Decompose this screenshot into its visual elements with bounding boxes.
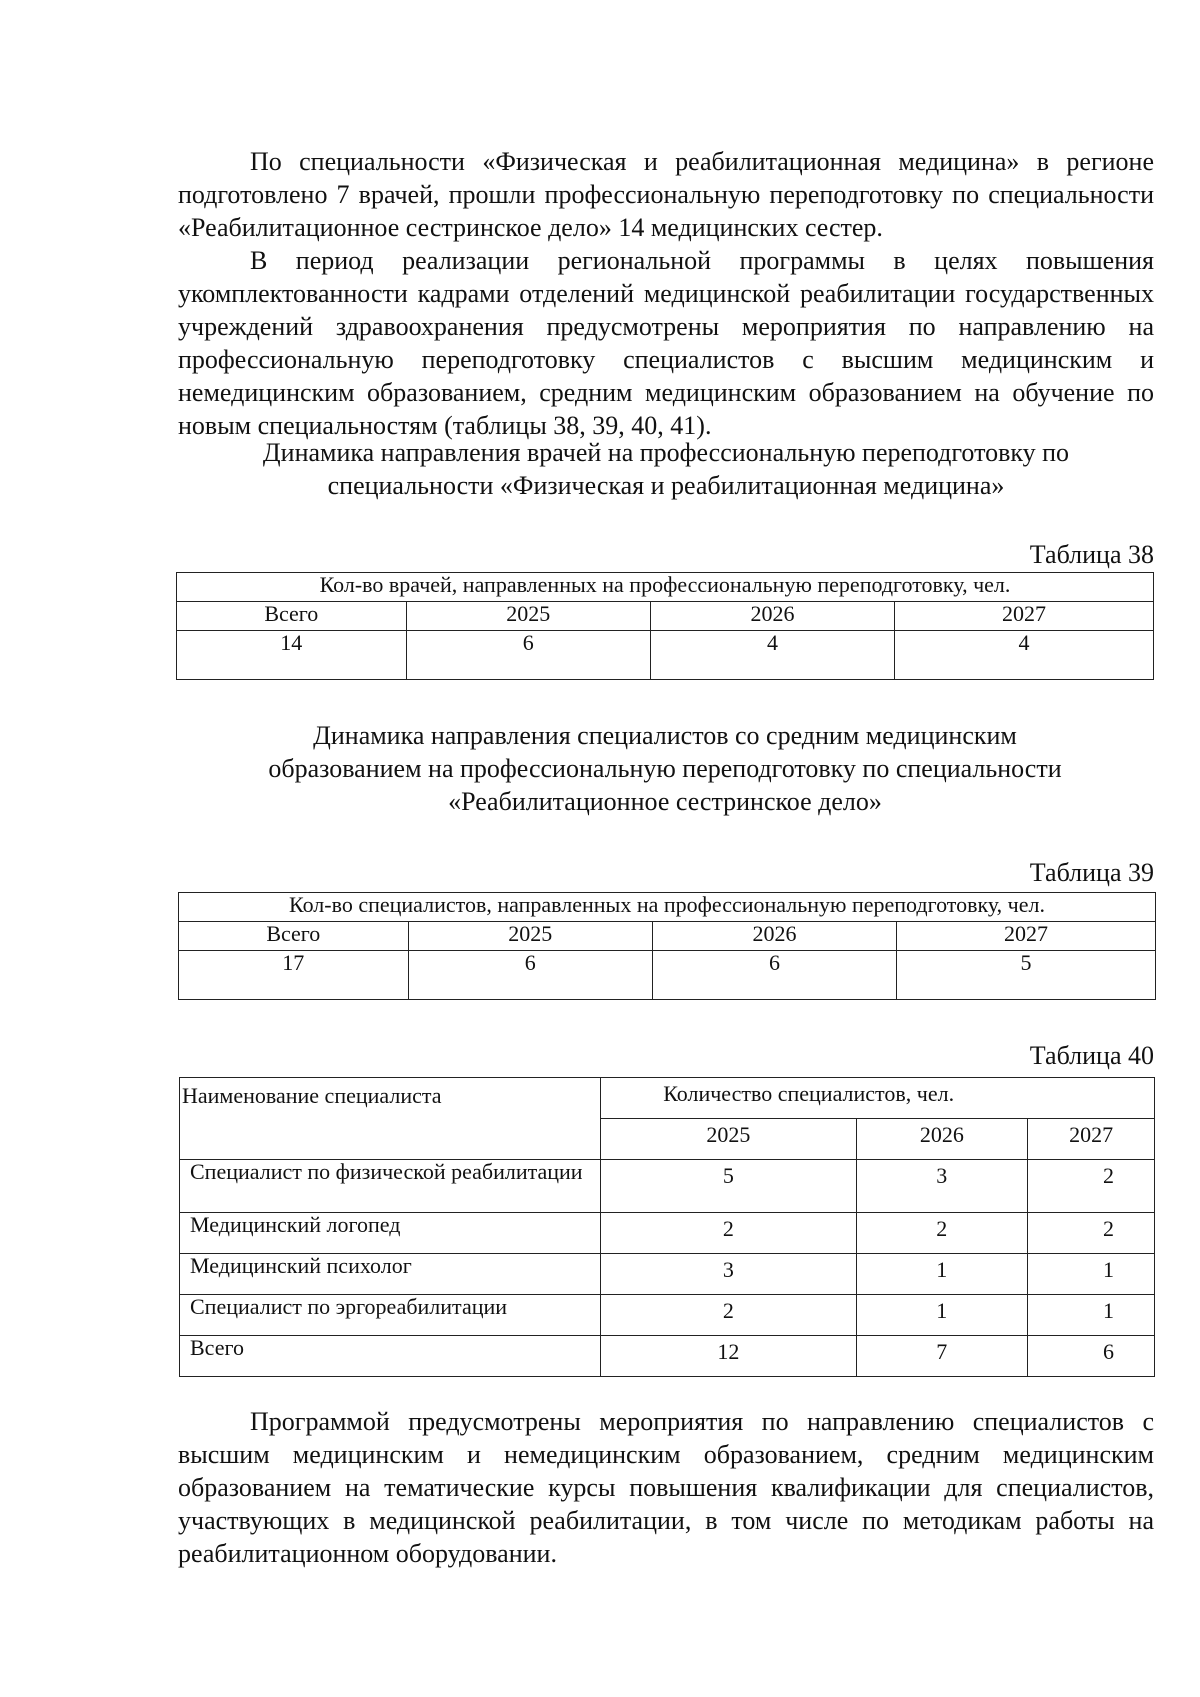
table-39-heading-line-3: «Реабилитационное сестринское дело»: [448, 787, 882, 816]
table-40-row-name: Медицинский психолог: [180, 1254, 601, 1295]
table-40-cell: 2: [1028, 1213, 1155, 1254]
table-40-cell: 1: [1028, 1254, 1155, 1295]
table-38: [176, 572, 1154, 680]
table-row: [179, 951, 1156, 1000]
table-row: [180, 1213, 1155, 1254]
table-39-label: Таблица 39: [1029, 858, 1154, 887]
table-40-year-2025: 2025: [601, 1119, 856, 1160]
table-40-year-2026: 2026: [856, 1119, 1028, 1160]
table-40-cell: 2: [856, 1213, 1028, 1254]
table-39: [178, 892, 1156, 1000]
table-39-value-total: 17: [179, 951, 409, 1000]
table-40-name-header: Наименование специалиста: [180, 1078, 601, 1160]
table-39-heading: [230, 719, 1100, 818]
paragraph-2: В период реализации региональной программы в целях повышения укомплектованности кадрами отделений медицинской реабилитации государственных учреждений здравоохранения предусмотрены мероприятия по направлению на профессиональную переподготовку специалистов с высшим медицинским и немедицинским образованием, средним медицинским образованием на обучение по новым специальностям (таблицы 38, 39, 40, 41).: [178, 246, 1154, 440]
table-40-cell: 2: [601, 1295, 856, 1336]
paragraph-3: Программой предусмотрены мероприятия по направлению специалистов с высшим медицинским и немедицинским образованием, средним медицинским образованием на тематические курсы повышения квалификации для специалистов, участвующих в медицинской реабилитации, в том числе по методикам работы на реабилитационном оборудовании.: [178, 1407, 1154, 1568]
table-39-header-2025: 2025: [408, 922, 652, 951]
table-row: [177, 573, 1154, 602]
table-row: [180, 1295, 1155, 1336]
table-38-header-2026: 2026: [650, 602, 894, 631]
paragraph-1: По специальности «Физическая и реабилитационная медицина» в регионе подготовлено 7 врачей, прошли профессиональную переподготовку по специальности «Реабилитационное сестринское дело» 14 медицинских сестер.: [178, 147, 1154, 242]
table-40-cell: 2: [1028, 1160, 1155, 1213]
table-38-label: Таблица 38: [1029, 540, 1154, 569]
table-40-cell: 3: [601, 1254, 856, 1295]
table-row: [177, 602, 1154, 631]
table-40-row-name: Специалист по эргореабилитации: [180, 1295, 601, 1336]
table-row: [180, 1254, 1155, 1295]
table-40-cell: 5: [601, 1160, 856, 1213]
table-38-value-2027: 4: [895, 631, 1154, 680]
table-38-value-total: 14: [177, 631, 407, 680]
table-40-quantity-header: Количество специалистов, чел.: [601, 1078, 1155, 1119]
table-38-header-2025: 2025: [406, 602, 650, 631]
table-40-cell: 1: [1028, 1295, 1155, 1336]
table-38-heading-line-2: специальности «Физическая и реабилитационная медицина»: [327, 471, 1005, 500]
table-40-row-name: Медицинский логопед: [180, 1213, 601, 1254]
table-40-cell: 12: [601, 1336, 856, 1377]
table-40-cell: 1: [856, 1295, 1028, 1336]
table-39-value-2026: 6: [652, 951, 896, 1000]
table-38-heading-line-1: Динамика направления врачей на профессиональную переподготовку по: [262, 438, 1070, 467]
table-38-caption: Кол-во врачей, направленных на профессиональную переподготовку, чел.: [177, 573, 1154, 602]
table-39-value-2027: 5: [897, 951, 1156, 1000]
table-40-cell: 7: [856, 1336, 1028, 1377]
table-38-value-2025: 6: [406, 631, 650, 680]
table-40: [179, 1077, 1155, 1377]
table-40-row-name: Специалист по физической реабилитации: [180, 1160, 601, 1213]
table-39-heading-line-2: образованием на профессиональную переподготовку по специальности: [268, 754, 1062, 783]
table-row: [180, 1078, 1155, 1119]
table-40-label: Таблица 40: [1029, 1041, 1154, 1070]
table-38-value-2026: 4: [650, 631, 894, 680]
table-39-header-2026: 2026: [652, 922, 896, 951]
table-38-header-total: Всего: [177, 602, 407, 631]
table-row: [179, 893, 1156, 922]
table-39-header-2027: 2027: [897, 922, 1156, 951]
table-39-heading-line-1: Динамика направления специалистов со средним медицинским: [313, 721, 1017, 750]
table-40-cell: 6: [1028, 1336, 1155, 1377]
table-40-row-name: Всего: [180, 1336, 601, 1377]
table-39-caption: Кол-во специалистов, направленных на профессиональную переподготовку, чел.: [179, 893, 1156, 922]
table-40-cell: 2: [601, 1213, 856, 1254]
table-38-heading: [178, 436, 1154, 502]
table-38-header-2027: 2027: [895, 602, 1154, 631]
table-40-cell: 1: [856, 1254, 1028, 1295]
table-row: [177, 631, 1154, 680]
table-row: [179, 922, 1156, 951]
table-row: [180, 1336, 1155, 1377]
table-40-cell: 3: [856, 1160, 1028, 1213]
table-row: [180, 1160, 1155, 1213]
table-39-value-2025: 6: [408, 951, 652, 1000]
table-39-header-total: Всего: [179, 922, 409, 951]
table-40-year-2027: 2027: [1028, 1119, 1155, 1160]
